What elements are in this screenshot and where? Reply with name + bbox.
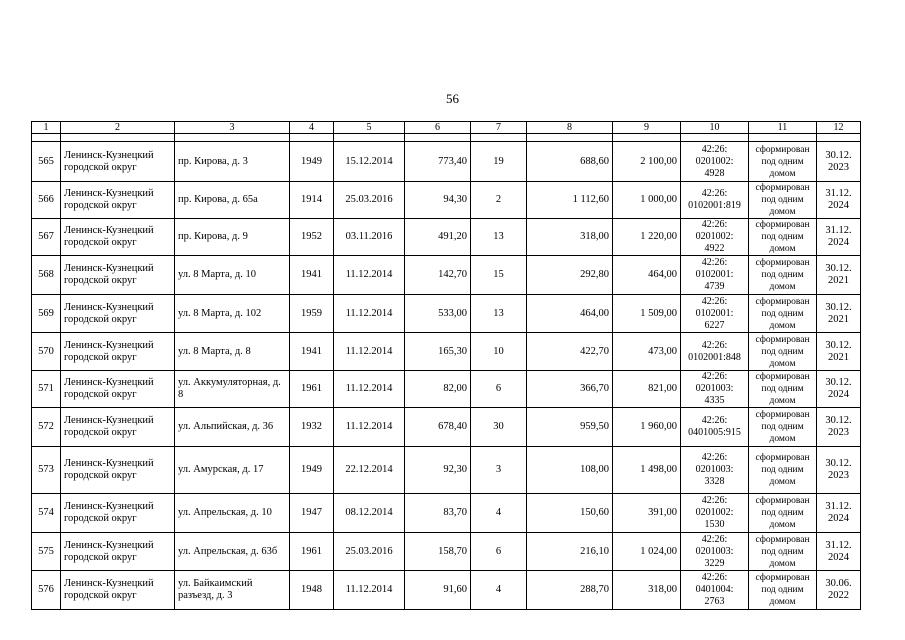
- address-cell: ул. Байкаимский разъезд, д. 3: [175, 571, 290, 610]
- row-number-cell: 573: [32, 447, 61, 494]
- year-built-cell: 1914: [290, 182, 334, 219]
- address-cell: ул. Аккумуляторная, д. 8: [175, 371, 290, 408]
- recognition-date-cell: 22.12.2014: [334, 447, 405, 494]
- address-cell: пр. Кирова, д. 3: [175, 142, 290, 182]
- municipality-cell: Ленинск-Кузнецкий городской округ: [61, 533, 175, 571]
- row-number-cell: 569: [32, 295, 61, 333]
- land-area-cell: 959,50: [527, 408, 613, 447]
- plot-area-cell: 1 960,00: [613, 408, 681, 447]
- recognition-date-cell: 08.12.2014: [334, 494, 405, 533]
- municipality-cell: Ленинск-Кузнецкий городской округ: [61, 182, 175, 219]
- deadline-cell: 31.12. 2024: [817, 533, 861, 571]
- cadastral-number-cell: 42:26: 0102001: 6227: [681, 295, 749, 333]
- year-built-cell: 1941: [290, 333, 334, 371]
- cadastral-number-cell: 42:26: 0201003: 4335: [681, 371, 749, 408]
- deadline-cell: 31.12. 2024: [817, 219, 861, 256]
- area-cell: 142,70: [405, 256, 471, 295]
- page-number: 56: [446, 91, 459, 106]
- municipality-cell: Ленинск-Кузнецкий городской округ: [61, 333, 175, 371]
- plot-status-cell: сформирован под одним домом: [749, 447, 817, 494]
- plot-status-cell: сформирован под одним домом: [749, 333, 817, 371]
- year-built-cell: 1948: [290, 571, 334, 610]
- table-row: [32, 142, 861, 182]
- plot-status-cell: сформирован под одним домом: [749, 219, 817, 256]
- address-cell: пр. Кирова, д. 65а: [175, 182, 290, 219]
- plot-area-cell: 1 498,00: [613, 447, 681, 494]
- row-number-cell: 572: [32, 408, 61, 447]
- cadastral-number-cell: 42:26: 0201003: 3328: [681, 447, 749, 494]
- plot-status-cell: сформирован под одним домом: [749, 408, 817, 447]
- cadastral-number-cell: 42:26: 0201002: 4928: [681, 142, 749, 182]
- municipality-cell: Ленинск-Кузнецкий городской округ: [61, 256, 175, 295]
- year-built-cell: 1947: [290, 494, 334, 533]
- residents-cell: 3: [471, 447, 527, 494]
- cadastral-number-cell: 42:26: 0201002: 1530: [681, 494, 749, 533]
- area-cell: 491,20: [405, 219, 471, 256]
- table-row: [32, 182, 861, 219]
- row-number-cell: 570: [32, 333, 61, 371]
- column-number: 9: [613, 122, 681, 134]
- column-number: 3: [175, 122, 290, 134]
- land-area-cell: 216,10: [527, 533, 613, 571]
- recognition-date-cell: 11.12.2014: [334, 408, 405, 447]
- table-row: [32, 447, 861, 494]
- address-cell: ул. 8 Марта, д. 10: [175, 256, 290, 295]
- column-number: 2: [61, 122, 175, 134]
- table-row: [32, 408, 861, 447]
- row-number-cell: 568: [32, 256, 61, 295]
- address-cell: ул. 8 Марта, д. 8: [175, 333, 290, 371]
- year-built-cell: 1949: [290, 447, 334, 494]
- housing-registry-table: [31, 121, 861, 610]
- address-cell: ул. Альпийская, д. 36: [175, 408, 290, 447]
- table-row: [32, 571, 861, 610]
- deadline-cell: 30.12. 2023: [817, 408, 861, 447]
- plot-area-cell: 1 220,00: [613, 219, 681, 256]
- area-cell: 158,70: [405, 533, 471, 571]
- land-area-cell: 150,60: [527, 494, 613, 533]
- residents-cell: 6: [471, 371, 527, 408]
- table-row: [32, 533, 861, 571]
- plot-area-cell: 2 100,00: [613, 142, 681, 182]
- table-row: [32, 295, 861, 333]
- plot-status-cell: сформирован под одним домом: [749, 295, 817, 333]
- table-row: [32, 219, 861, 256]
- plot-area-cell: 391,00: [613, 494, 681, 533]
- residents-cell: 4: [471, 571, 527, 610]
- table-row: [32, 494, 861, 533]
- land-area-cell: 464,00: [527, 295, 613, 333]
- column-number: 6: [405, 122, 471, 134]
- deadline-cell: 30.12. 2021: [817, 256, 861, 295]
- row-number-cell: 575: [32, 533, 61, 571]
- municipality-cell: Ленинск-Кузнецкий городской округ: [61, 408, 175, 447]
- cadastral-number-cell: 42:26: 0102001: 4739: [681, 256, 749, 295]
- area-cell: 94,30: [405, 182, 471, 219]
- area-cell: 533,00: [405, 295, 471, 333]
- year-built-cell: 1952: [290, 219, 334, 256]
- column-number: 7: [471, 122, 527, 134]
- column-number: 1: [32, 122, 61, 134]
- area-cell: 773,40: [405, 142, 471, 182]
- land-area-cell: 292,80: [527, 256, 613, 295]
- row-number-cell: 574: [32, 494, 61, 533]
- plot-area-cell: 821,00: [613, 371, 681, 408]
- municipality-cell: Ленинск-Кузнецкий городской округ: [61, 142, 175, 182]
- land-area-cell: 422,70: [527, 333, 613, 371]
- address-cell: ул. Амурская, д. 17: [175, 447, 290, 494]
- plot-status-cell: сформирован под одним домом: [749, 371, 817, 408]
- residents-cell: 4: [471, 494, 527, 533]
- municipality-cell: Ленинск-Кузнецкий городской округ: [61, 494, 175, 533]
- cadastral-number-cell: 42:26: 0201002: 4922: [681, 219, 749, 256]
- column-number: 10: [681, 122, 749, 134]
- recognition-date-cell: 11.12.2014: [334, 295, 405, 333]
- plot-area-cell: 1 000,00: [613, 182, 681, 219]
- residents-cell: 30: [471, 408, 527, 447]
- deadline-cell: 31.12. 2024: [817, 182, 861, 219]
- plot-area-cell: 1 024,00: [613, 533, 681, 571]
- cadastral-number-cell: 42:26: 0102001:848: [681, 333, 749, 371]
- plot-status-cell: сформирован под одним домом: [749, 142, 817, 182]
- cadastral-number-cell: 42:26: 0102001:819: [681, 182, 749, 219]
- recognition-date-cell: 11.12.2014: [334, 333, 405, 371]
- area-cell: 82,00: [405, 371, 471, 408]
- table-row: [32, 371, 861, 408]
- land-area-cell: 318,00: [527, 219, 613, 256]
- row-number-cell: 566: [32, 182, 61, 219]
- deadline-cell: 30.12. 2024: [817, 371, 861, 408]
- residents-cell: 19: [471, 142, 527, 182]
- deadline-cell: 30.12. 2021: [817, 295, 861, 333]
- row-number-cell: 565: [32, 142, 61, 182]
- plot-area-cell: 1 509,00: [613, 295, 681, 333]
- cadastral-number-cell: 42:26: 0401005:915: [681, 408, 749, 447]
- address-cell: пр. Кирова, д. 9: [175, 219, 290, 256]
- column-number: 8: [527, 122, 613, 134]
- recognition-date-cell: 11.12.2014: [334, 571, 405, 610]
- column-number: 4: [290, 122, 334, 134]
- column-number: 5: [334, 122, 405, 134]
- land-area-cell: 1 112,60: [527, 182, 613, 219]
- year-built-cell: 1961: [290, 371, 334, 408]
- recognition-date-cell: 25.03.2016: [334, 533, 405, 571]
- deadline-cell: 30.12. 2023: [817, 142, 861, 182]
- plot-status-cell: сформирован под одним домом: [749, 256, 817, 295]
- year-built-cell: 1959: [290, 295, 334, 333]
- residents-cell: 6: [471, 533, 527, 571]
- column-number: 12: [817, 122, 861, 134]
- plot-area-cell: 464,00: [613, 256, 681, 295]
- plot-status-cell: сформирован под одним домом: [749, 571, 817, 610]
- land-area-cell: 288,70: [527, 571, 613, 610]
- area-cell: 678,40: [405, 408, 471, 447]
- year-built-cell: 1932: [290, 408, 334, 447]
- row-number-cell: 576: [32, 571, 61, 610]
- municipality-cell: Ленинск-Кузнецкий городской округ: [61, 371, 175, 408]
- table-row: [32, 256, 861, 295]
- area-cell: 83,70: [405, 494, 471, 533]
- plot-status-cell: сформирован под одним домом: [749, 182, 817, 219]
- land-area-cell: 366,70: [527, 371, 613, 408]
- deadline-cell: 30.12. 2023: [817, 447, 861, 494]
- address-cell: ул. Апрельская, д. 63б: [175, 533, 290, 571]
- cadastral-number-cell: 42:26: 0201003: 3229: [681, 533, 749, 571]
- year-built-cell: 1961: [290, 533, 334, 571]
- recognition-date-cell: 11.12.2014: [334, 371, 405, 408]
- spacer-row: [32, 134, 861, 142]
- residents-cell: 15: [471, 256, 527, 295]
- land-area-cell: 108,00: [527, 447, 613, 494]
- plot-status-cell: сформирован под одним домом: [749, 533, 817, 571]
- area-cell: 91,60: [405, 571, 471, 610]
- year-built-cell: 1941: [290, 256, 334, 295]
- area-cell: 92,30: [405, 447, 471, 494]
- municipality-cell: Ленинск-Кузнецкий городской округ: [61, 447, 175, 494]
- year-built-cell: 1949: [290, 142, 334, 182]
- deadline-cell: 30.06. 2022: [817, 571, 861, 610]
- plot-status-cell: сформирован под одним домом: [749, 494, 817, 533]
- recognition-date-cell: 15.12.2014: [334, 142, 405, 182]
- recognition-date-cell: 03.11.2016: [334, 219, 405, 256]
- column-number-row: [32, 122, 861, 134]
- residents-cell: 2: [471, 182, 527, 219]
- row-number-cell: 571: [32, 371, 61, 408]
- residents-cell: 13: [471, 219, 527, 256]
- table-row: [32, 333, 861, 371]
- municipality-cell: Ленинск-Кузнецкий городской округ: [61, 295, 175, 333]
- row-number-cell: 567: [32, 219, 61, 256]
- recognition-date-cell: 25.03.2016: [334, 182, 405, 219]
- municipality-cell: Ленинск-Кузнецкий городской округ: [61, 219, 175, 256]
- land-area-cell: 688,60: [527, 142, 613, 182]
- municipality-cell: Ленинск-Кузнецкий городской округ: [61, 571, 175, 610]
- area-cell: 165,30: [405, 333, 471, 371]
- residents-cell: 10: [471, 333, 527, 371]
- plot-area-cell: 473,00: [613, 333, 681, 371]
- deadline-cell: 31.12. 2024: [817, 494, 861, 533]
- column-number: 11: [749, 122, 817, 134]
- residents-cell: 13: [471, 295, 527, 333]
- plot-area-cell: 318,00: [613, 571, 681, 610]
- address-cell: ул. Апрельская, д. 10: [175, 494, 290, 533]
- cadastral-number-cell: 42:26: 0401004: 2763: [681, 571, 749, 610]
- recognition-date-cell: 11.12.2014: [334, 256, 405, 295]
- address-cell: ул. 8 Марта, д. 102: [175, 295, 290, 333]
- deadline-cell: 30.12. 2021: [817, 333, 861, 371]
